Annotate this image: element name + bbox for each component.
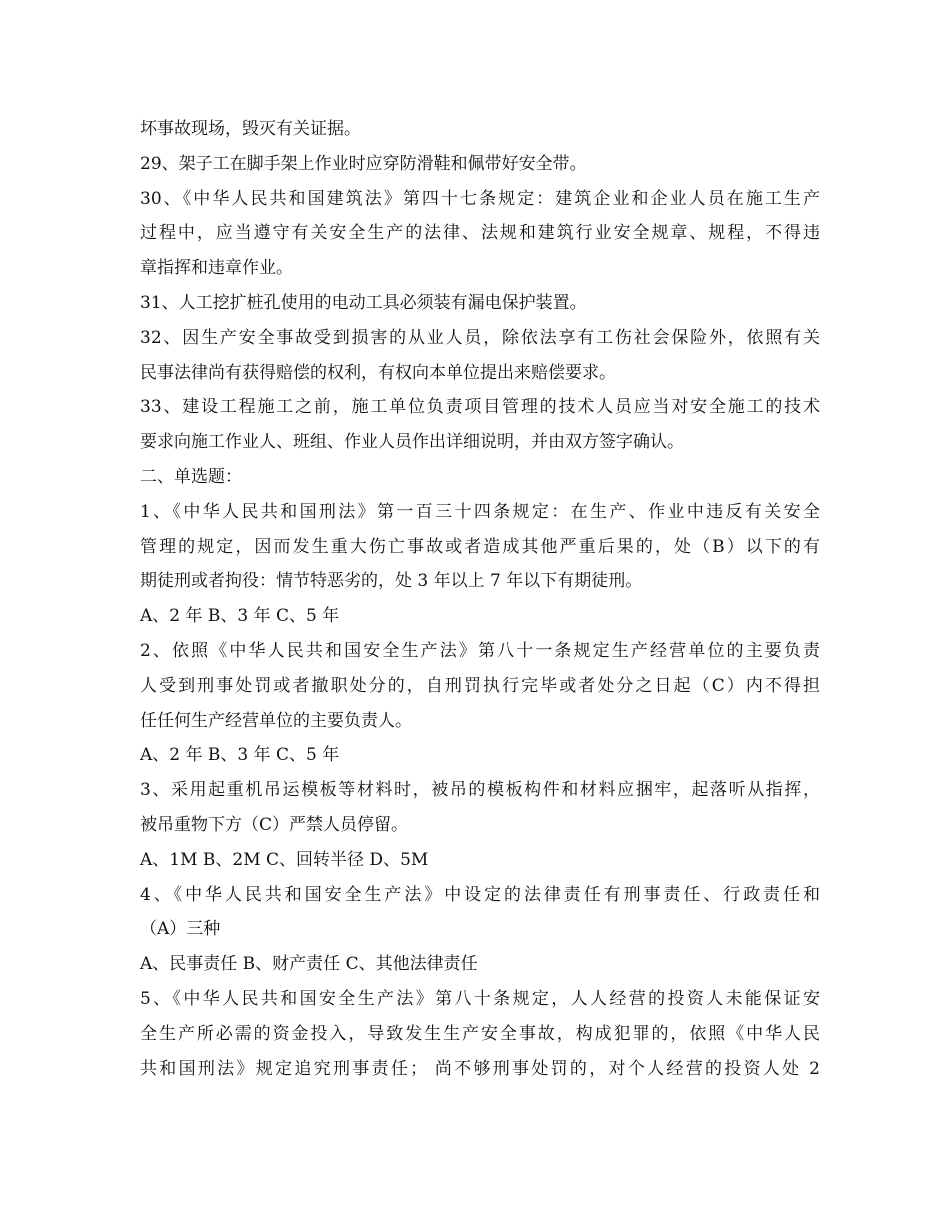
text-line: 要求向施工作业人、班组、作业人员作出详细说明，并由双方签字确认。 bbox=[140, 432, 684, 453]
text-line: 二、单选题： bbox=[140, 466, 242, 487]
text-line: 31、人工挖扩桩孔使用的电动工具必须装有漏电保护装置。 bbox=[140, 292, 587, 313]
text-line: 33、建设工程施工之前，施工单位负责项目管理的技术人员应当对安全施工的技术 bbox=[140, 397, 820, 418]
text-line: A、1M B、2M C、回转半径 D、5M bbox=[140, 849, 429, 870]
text-line: 过程中，应当遵守有关安全生产的法律、法规和建筑行业安全规章、规程，不得违 bbox=[140, 223, 820, 244]
text-line: 29、架子工在脚手架上作业时应穿防滑鞋和佩带好安全带。 bbox=[140, 153, 587, 174]
text-line: 民事法律尚有获得赔偿的权利，有权向本单位提出来赔偿要求。 bbox=[140, 362, 616, 383]
text-line: 管理的规定，因而发生重大伤亡事故或者造成其他严重后果的，处（B）以下的有 bbox=[140, 536, 820, 557]
text-line: 32、因生产安全事故受到损害的从业人员，除依法享有工伤社会保险外，依照有关 bbox=[140, 327, 820, 348]
text-line: 3、采用起重机吊运模板等材料时，被吊的模板构件和材料应捆牢，起落听从指挥， bbox=[140, 780, 820, 801]
text-line: 1、《中华人民共和国刑法》第一百三十四条规定：在生产、作业中违反有关安全 bbox=[140, 501, 820, 522]
text-line: A、2 年 B、3 年 C、5 年 bbox=[140, 745, 340, 766]
text-line: A、民事责任 B、财产责任 C、其他法律责任 bbox=[140, 954, 478, 975]
text-line: 期徒刑或者拘役：情节特恶劣的，处 3 年以上 7 年以下有期徒刑。 bbox=[140, 571, 643, 592]
text-line: 坏事故现场，毁灭有关证据。 bbox=[140, 119, 361, 139]
text-line: 章指挥和违章作业。 bbox=[140, 258, 293, 279]
document-body bbox=[140, 112, 820, 1086]
text-line: 人受到刑事处罚或者撤职处分的，自刑罚执行完毕或者处分之日起（C）内不得担 bbox=[140, 675, 820, 696]
text-line: （A）三种 bbox=[140, 919, 221, 940]
text-line: A、2 年 B、3 年 C、5 年 bbox=[140, 606, 340, 627]
text-line: 30、《中华人民共和国建筑法》第四十七条规定：建筑企业和企业人员在施工生产 bbox=[140, 188, 820, 209]
text-line: 4、《中华人民共和国安全生产法》中设定的法律责任有刑事责任、行政责任和 bbox=[140, 884, 820, 905]
text-line: 任任何生产经营单位的主要负责人。 bbox=[140, 710, 412, 731]
text-line: 5、《中华人民共和国安全生产法》第八十条规定，人人经营的投资人未能保证安 bbox=[140, 988, 820, 1009]
text-line: 全生产所必需的资金投入，导致发生生产安全事故，构成犯罪的，依照《中华人民 bbox=[140, 1023, 820, 1044]
text-line: 2、依照《中华人民共和国安全生产法》第八十一条规定生产经营单位的主要负责 bbox=[140, 640, 820, 661]
text-line: 共和国刑法》规定追究刑事责任； 尚不够刑事处罚的，对个人经营的投资人处 2 bbox=[140, 1058, 820, 1079]
text-line: 被吊重物下方（C）严禁人员停留。 bbox=[140, 814, 409, 835]
